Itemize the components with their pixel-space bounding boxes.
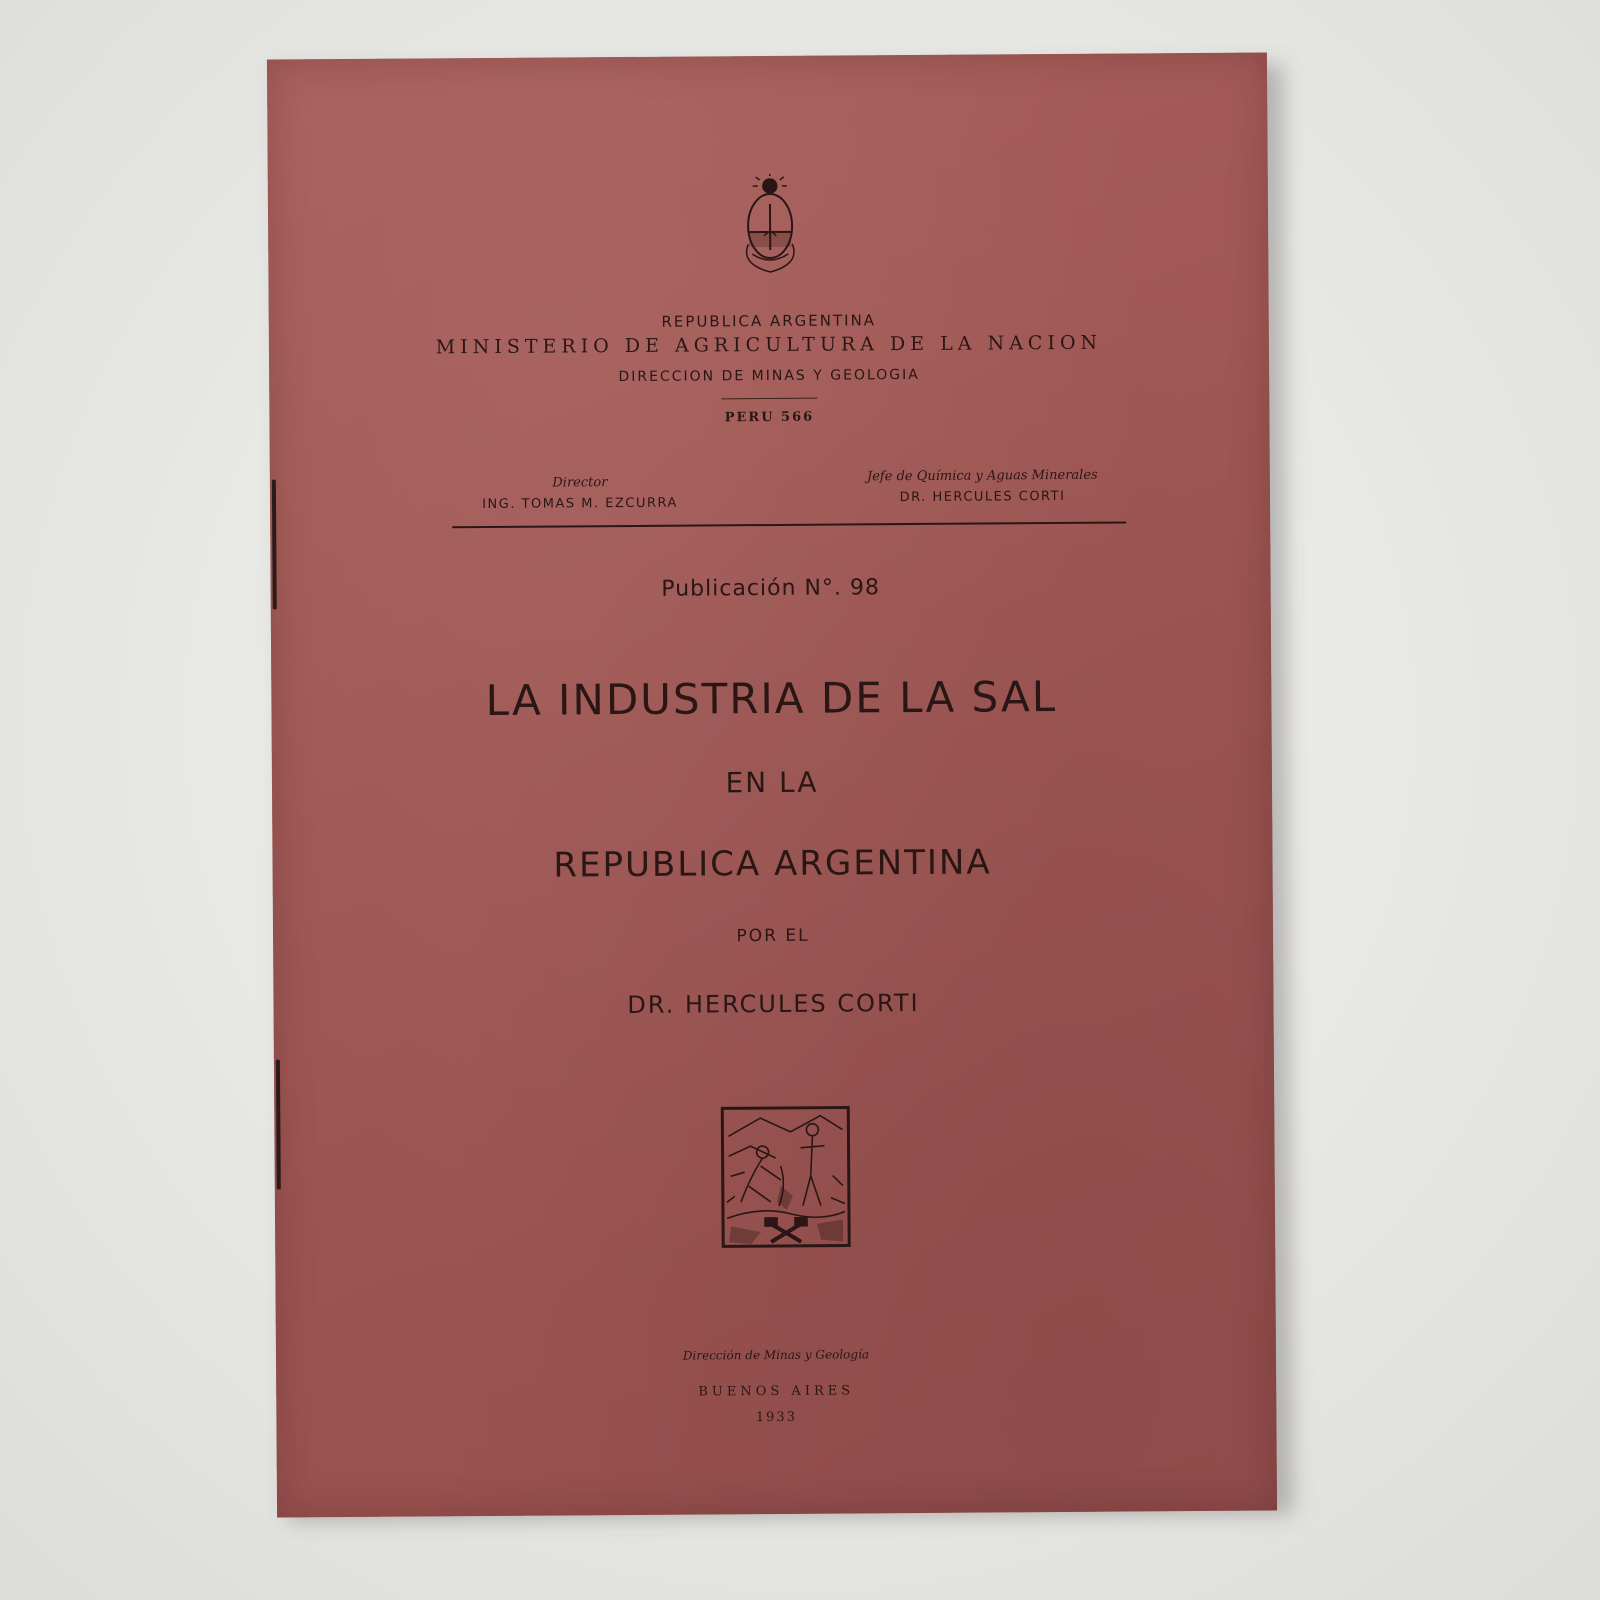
chief-role: Jefe de Química y Aguas Minerales: [866, 467, 1098, 485]
publication-number: Publicación N°. 98: [661, 575, 881, 602]
director-role: Director: [552, 475, 608, 491]
byline: POR EL: [736, 925, 810, 947]
year-line: 1933: [755, 1409, 798, 1426]
ministry-heading: MINISTERIO DE AGRICULTURA DE LA NACION: [435, 331, 1103, 359]
city-line: BUENOS AIRES: [698, 1383, 855, 1400]
country-heading: REPUBLICA ARGENTINA: [661, 311, 877, 331]
address-line: PERU 566: [724, 409, 815, 426]
title-line-3: REPUBLICA ARGENTINA: [553, 842, 992, 886]
director-block: [450, 474, 710, 512]
title-line-1: LA INDUSTRIA DE LA SAL: [485, 672, 1058, 725]
coat-of-arms-icon: [740, 174, 801, 280]
title-line-2: EN LA: [725, 765, 819, 800]
header-divider: [721, 398, 817, 400]
author-name: DR. HERCULES CORTI: [627, 988, 920, 1020]
miners-woodcut-icon: [720, 1105, 851, 1248]
booklet-cover: [267, 53, 1277, 1518]
publisher-line: Dirección de Minas y Geología: [682, 1347, 870, 1363]
department-heading: DIRECCION DE MINAS Y GEOLOGIA: [618, 366, 920, 386]
section-rule: [452, 522, 1126, 529]
staple-bottom: [276, 1059, 281, 1189]
director-name: ING. TOMAS M. EZCURRA: [482, 495, 678, 513]
chief-block: [845, 468, 1120, 506]
chief-name: DR. HERCULES CORTI: [899, 488, 1066, 506]
